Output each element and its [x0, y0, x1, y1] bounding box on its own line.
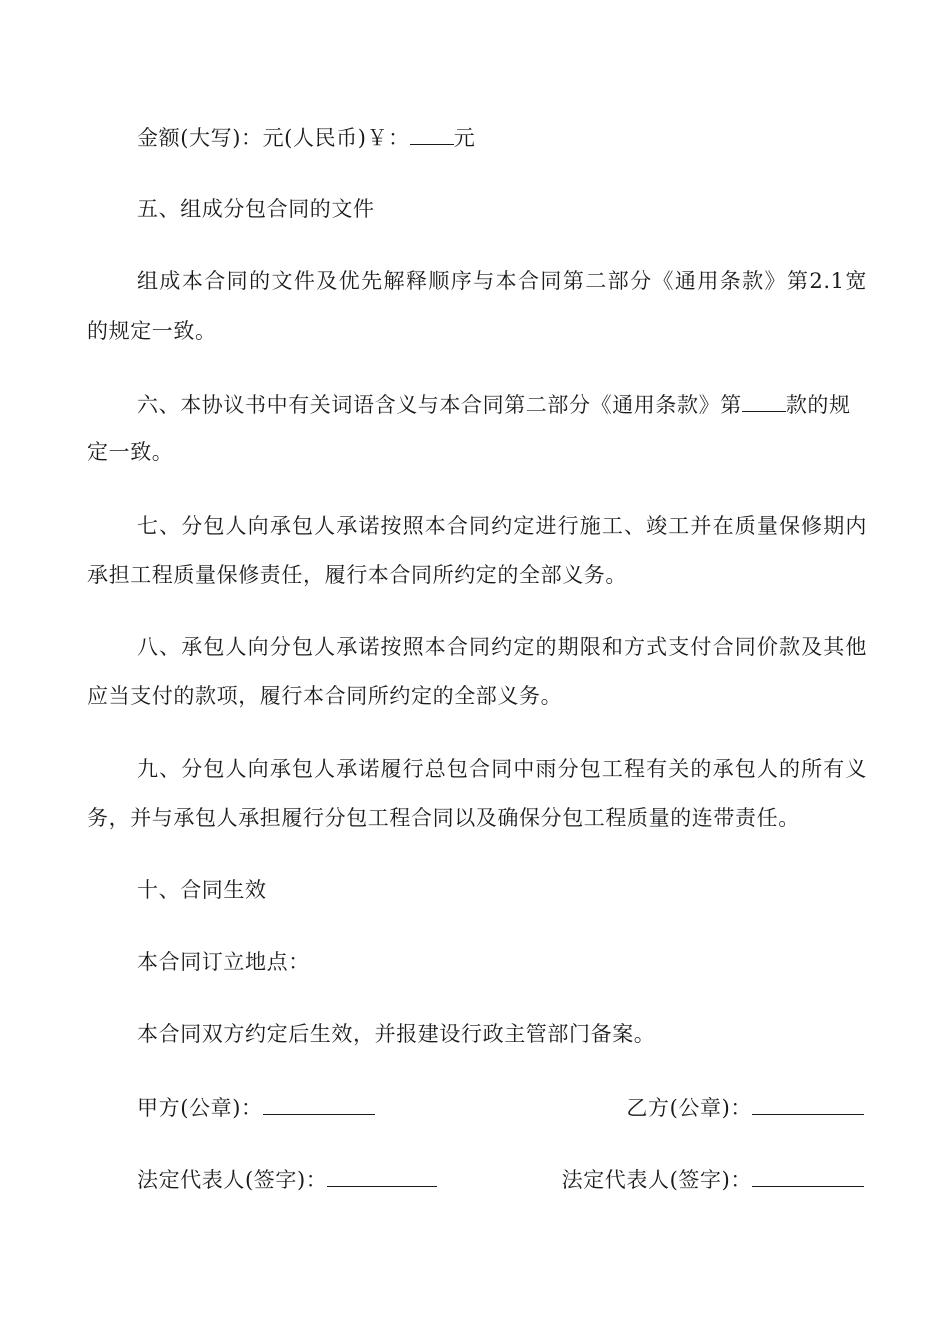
party-a-seal-label: 甲方(公章)：: [137, 1096, 263, 1120]
amount-unit: 元: [453, 126, 476, 150]
section5-body-line2: 的规定一致。: [87, 319, 217, 343]
party-a-seal-blank: [263, 1092, 375, 1115]
party-a-rep-label: 法定代表人(签字)：: [137, 1168, 328, 1192]
party-b-seal-blank: [752, 1092, 864, 1115]
amount-line: [137, 122, 867, 153]
party-a-rep-blank: [327, 1164, 437, 1187]
section5-heading: 五、组成分包合同的文件: [137, 197, 375, 221]
section9-line2: 务，并与承包人承担履行分包工程合同以及确保分包工程质量的连带责任。: [87, 806, 800, 830]
party-b-seal-label: 乙方(公章)：: [626, 1096, 752, 1120]
section6-line1: [137, 389, 867, 420]
section8-line1: 八、承包人向分包人承诺按照本合同约定的期限和方式支付合同价款及其他: [137, 635, 867, 659]
amount-blank: [410, 122, 454, 145]
section10-heading: 十、合同生效: [137, 878, 267, 902]
party-b-seal: [626, 1092, 864, 1123]
party-b-rep-label: 法定代表人(签字)：: [561, 1168, 752, 1192]
section6-line2: 定一致。: [87, 440, 174, 464]
amount-label: 金额(大写)：元(人民币)￥：: [137, 126, 410, 150]
section6-text-after: 款的规: [785, 393, 851, 417]
contract-effect: 本合同双方约定后生效，并报建设行政主管部门备案。: [137, 1022, 656, 1046]
section8-line2: 应当支付的款项，履行本合同所约定的全部义务。: [87, 684, 563, 708]
section5-body-line1: 组成本合同的文件及优先解释顺序与本合同第二部分《通用条款》第2.1宽: [137, 269, 867, 293]
party-b-rep-blank: [752, 1164, 864, 1187]
party-a-rep: [137, 1164, 437, 1195]
section6-text-before: 六、本协议书中有关词语含义与本合同第二部分《通用条款》第: [137, 393, 742, 417]
section7-line1: 七、分包人向承包人承诺按照本合同约定进行施工、竣工并在质量保修期内: [137, 514, 867, 538]
section6-blank: [742, 389, 786, 412]
party-a-seal: [137, 1092, 375, 1123]
contract-place: 本合同订立地点：: [137, 950, 310, 974]
section7-line2: 承担工程质量保修责任，履行本合同所约定的全部义务。: [87, 563, 627, 587]
section9-line1: 九、分包人向承包人承诺履行总包合同中雨分包工程有关的承包人的所有义: [137, 757, 867, 781]
party-b-rep: [562, 1164, 864, 1195]
